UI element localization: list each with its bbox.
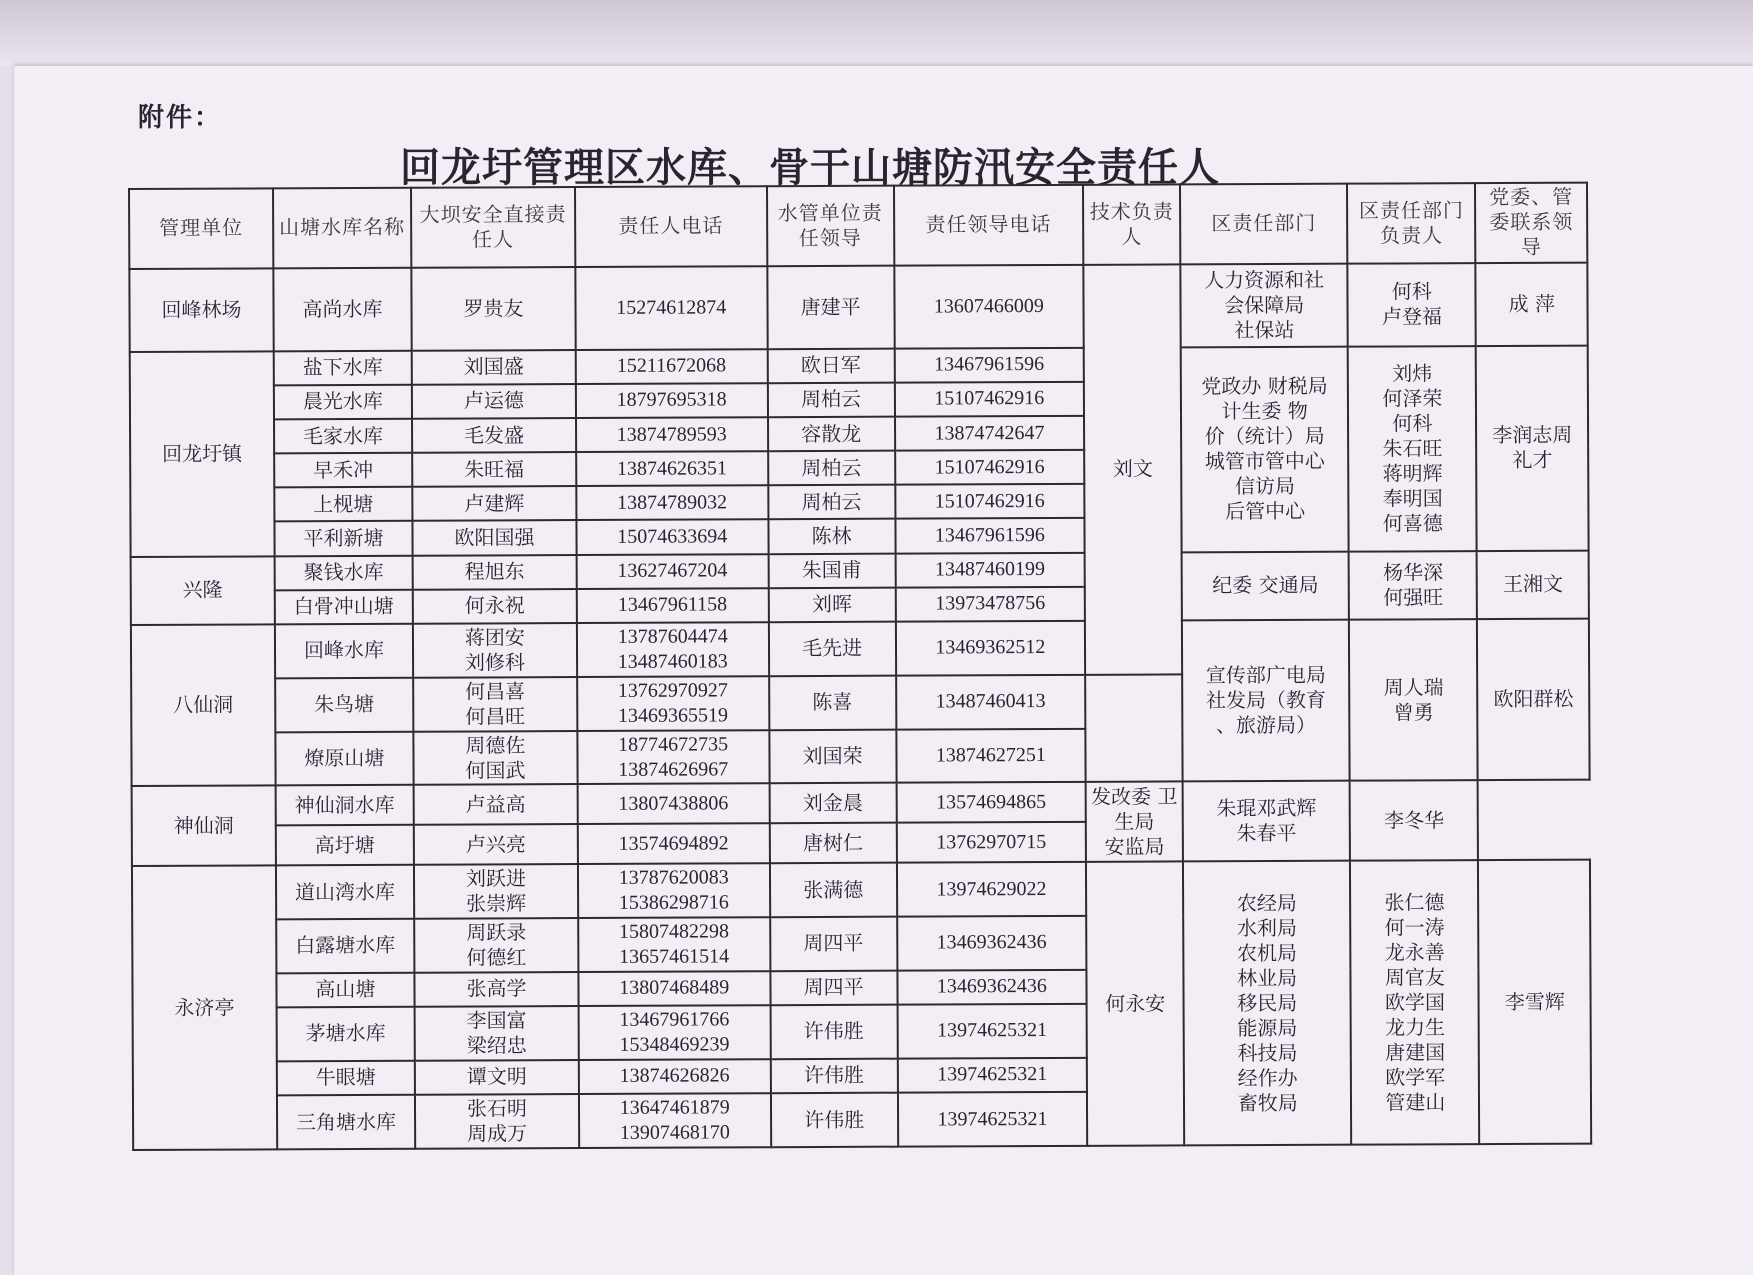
responsible-phone: 13874626826 [579,1059,771,1094]
reservoir-name: 白骨冲山塘 [275,590,413,625]
leader-phone: 13874627251 [896,728,1086,783]
unit-leader: 周四平 [770,971,897,1006]
header-cell: 责任人电话 [575,186,767,267]
district-dept-heads: 何科 卢登福 [1348,263,1477,346]
district-departments: 宣传部广电局 社发局（教育 、旅游局） [1182,620,1350,782]
district-dept-heads: 刘炜 何泽荣 何科 朱石旺 蒋明辉 奉明国 何喜德 [1348,346,1477,552]
reservoir-name: 晨光水库 [274,385,412,420]
table-row [132,860,1590,920]
unit-leader: 唐建平 [767,265,894,348]
header-cell: 区责任部门 [1180,184,1348,264]
leader-phone: 13487460413 [896,675,1086,730]
unit-leader: 陈喜 [769,675,896,729]
district-dept-heads: 张仁德 何一涛 龙永善 周官友 欧学国 龙力生 唐建国 欧学军 管建山 [1350,860,1479,1144]
leader-phone: 13467961596 [895,518,1085,553]
responsible-phone: 13574694892 [578,824,770,865]
header-cell: 水管单位责任领导 [767,186,894,266]
leader-phone: 13974629022 [897,862,1087,917]
table-row [130,345,1588,386]
party-liaison-leader: 欧阳群松 [1477,619,1589,781]
table-body [129,183,1591,1150]
unit-leader: 刘晖 [768,587,895,622]
responsible-person: 刘跃进 张崇辉 [414,864,578,919]
reservoir-name: 茅塘水库 [276,1007,414,1061]
leader-phone: 13974625321 [897,1058,1087,1093]
responsible-phone: 13807468489 [578,971,770,1006]
district-dept-heads: 杨华深 何强旺 [1349,551,1477,620]
responsible-person: 李国富 梁绍忠 [415,1006,579,1061]
responsible-person: 张高学 [414,972,578,1007]
responsible-person: 卢兴亮 [414,824,578,865]
unit-leader: 刘国荣 [769,729,896,783]
unit-leader: 许伟胜 [771,1093,898,1147]
responsible-phone: 18797695318 [576,383,768,418]
unit-leader: 许伟胜 [770,1059,897,1094]
annex-label: 附件： [138,103,223,133]
responsible-phone: 15074633694 [576,520,768,555]
party-liaison-leader: 李冬华 [1350,781,1479,861]
responsible-phone: 13467961766 15348469239 [578,1005,770,1060]
party-liaison-leader: 李雪辉 [1478,860,1591,1144]
responsible-person: 何永祝 [413,589,577,624]
responsible-phone: 13874789032 [576,485,768,520]
responsible-person: 谭文明 [415,1060,579,1095]
leader-phone: 13574694865 [896,782,1086,823]
district-dept-heads: 周人瑞 曾勇 [1349,619,1478,781]
header-cell: 管理单位 [129,188,273,268]
unit-leader: 周柏云 [768,485,895,520]
leader-phone: 15107462916 [895,450,1085,485]
leader-phone: 13469362436 [897,970,1087,1005]
reservoir-name: 回峰水库 [275,624,413,678]
district-departments: 农经局 水利局 农机局 林业局 移民局 能源局 科技局 经作办 畜牧局 [1183,861,1351,1146]
district-departments: 党政办 财税局 计生委 物 价（统计）局 城管市管中心 信访局 后管中心 [1181,346,1349,552]
responsible-person: 欧阳国强 [412,520,576,555]
responsible-person: 程旭东 [413,555,577,590]
unit-name: 永济亭 [132,866,277,1150]
unit-leader: 陈林 [768,519,895,554]
responsible-phone: 13627467204 [576,554,768,589]
responsible-person: 何昌喜 何昌旺 [413,677,577,732]
responsible-person: 蒋团安 刘修科 [413,623,577,678]
reservoir-name: 牛眼塘 [277,1061,415,1096]
responsible-phone: 15274612874 [575,266,767,350]
responsible-person: 卢运德 [412,384,576,419]
responsible-phone: 15211672068 [576,349,768,384]
responsibility-table [128,182,1592,1151]
leader-phone: 13762970715 [896,822,1086,863]
party-liaison-leader: 王湘文 [1477,550,1589,619]
responsible-phone: 13807438806 [577,784,769,825]
technical-lead: 刘文 [1083,264,1182,674]
leader-phone: 13973478756 [895,587,1085,622]
responsible-person: 罗贵友 [411,267,575,351]
district-departments: 纪委 交通局 [1182,551,1349,620]
leader-phone: 13467961596 [894,347,1084,382]
responsible-phone: 13787620083 15386298716 [578,863,770,918]
responsible-phone: 13787604474 13487460183 [577,622,769,677]
responsible-phone: 13467961158 [577,588,769,623]
table-row [131,550,1589,591]
responsible-person: 毛发盛 [412,418,576,453]
reservoir-name: 高尚水库 [273,267,412,350]
party-liaison-leader: 成 萍 [1476,262,1588,345]
reservoir-name: 神仙洞水库 [275,785,413,825]
responsible-phone: 13647461879 13907468170 [579,1093,771,1148]
table-row [131,619,1589,679]
header-row [129,183,1587,269]
header-cell: 责任领导电话 [894,185,1084,266]
unit-name: 回峰林场 [129,268,273,351]
responsible-phone: 13874626351 [576,451,768,486]
technical-lead: 何永安 [1086,862,1184,1146]
leader-phone: 13607466009 [894,265,1084,349]
responsible-person: 卢益高 [414,785,578,826]
responsible-person: 周德佐 何国武 [413,731,577,786]
responsible-phone: 13762970927 13469365519 [577,676,769,731]
unit-name: 八仙洞 [131,624,275,786]
unit-leader: 周四平 [770,917,897,971]
document-title: 回龙圩管理区水库、骨干山塘防汛安全责任人 [400,144,1220,191]
leader-phone: 13974625321 [898,1092,1088,1147]
responsible-person: 张石明 周成万 [415,1094,579,1149]
unit-name: 神仙洞 [132,786,276,866]
reservoir-name: 高圩塘 [276,825,414,865]
unit-leader: 许伟胜 [770,1005,897,1059]
unit-leader: 张满德 [770,863,897,917]
unit-name: 兴隆 [131,556,275,625]
responsible-person: 周跃录 何德红 [414,918,578,973]
leader-phone: 15107462916 [894,382,1084,417]
reservoir-name: 高山塘 [276,973,414,1008]
district-dept-heads: 朱琨邓武辉 朱春平 [1183,781,1351,861]
reservoir-name: 道山湾水库 [276,865,414,919]
scan-top-fold [0,0,1753,66]
responsible-phone: 13874789593 [576,417,768,452]
reservoir-name: 燎原山塘 [275,731,413,785]
unit-leader: 周柏云 [767,382,894,417]
leader-phone: 13469362436 [897,916,1087,971]
reservoir-name: 早禾冲 [274,453,412,488]
unit-leader: 周柏云 [768,451,895,486]
responsible-phone: 18774672735 13874626967 [577,730,769,785]
leader-phone: 13487460199 [895,552,1085,587]
responsible-person: 刘国盛 [412,350,576,385]
reservoir-name: 毛家水库 [274,419,412,454]
unit-leader: 唐树仁 [769,823,896,863]
reservoir-name: 平利新塘 [274,521,412,556]
responsible-person: 朱旺福 [412,452,576,487]
leader-phone: 15107462916 [895,484,1085,519]
leader-phone: 13469362512 [896,621,1086,676]
header-cell: 技术负责人 [1083,184,1180,264]
table-row [129,262,1587,351]
reservoir-name: 白露塘水库 [276,919,414,973]
header-cell: 山塘水库名称 [273,188,412,268]
unit-leader: 刘金晨 [769,783,896,823]
responsible-person: 卢建辉 [412,486,576,521]
reservoir-name: 上枧塘 [274,487,412,522]
unit-leader: 欧日军 [767,348,894,383]
unit-leader: 毛先进 [768,622,895,676]
table-row [132,780,1590,826]
unit-leader: 朱国甫 [768,553,895,588]
header-cell: 党委、管委联系领导 [1475,183,1587,263]
leader-phone: 13874742647 [895,416,1085,451]
district-departments: 人力资源和社 会保障局 社保站 [1180,263,1348,347]
party-liaison-leader: 李润志周 礼才 [1476,345,1588,551]
responsible-phone: 15807482298 13657461514 [578,917,770,972]
district-departments: 发改委 卫生局 安监局 [1086,782,1183,862]
unit-name: 回龙圩镇 [130,351,275,557]
leader-phone: 13974625321 [897,1004,1087,1059]
reservoir-name: 盐下水库 [273,350,411,385]
unit-leader: 容散龙 [768,417,895,452]
reservoir-name: 三角塘水库 [277,1095,415,1150]
header-cell: 区责任部门负责人 [1347,183,1476,263]
header-cell: 大坝安全直接责任人 [411,187,575,267]
reservoir-name: 聚钱水库 [274,555,412,590]
reservoir-name: 朱鸟塘 [275,678,413,732]
